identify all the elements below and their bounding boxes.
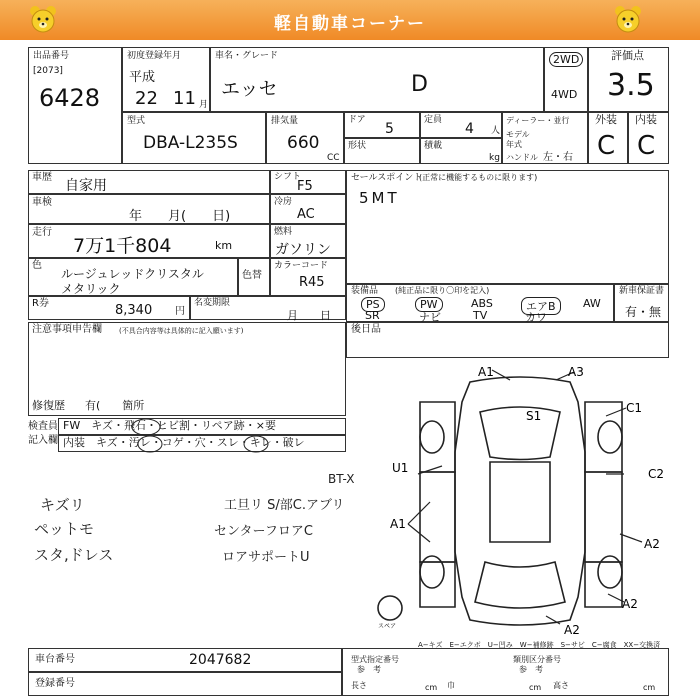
fuel-box bbox=[270, 224, 346, 258]
mark-a1-top: A1 bbox=[478, 365, 494, 379]
inspector-circles bbox=[58, 418, 348, 454]
seats-label: 定員 bbox=[424, 115, 443, 125]
ac-value: AC bbox=[297, 207, 315, 222]
yen-unit: 円 bbox=[175, 306, 185, 317]
width-label: 巾 bbox=[447, 681, 455, 690]
car-name: エッセ bbox=[221, 78, 278, 100]
deadline-box bbox=[190, 296, 346, 320]
exterior-label: 外装 bbox=[595, 113, 617, 126]
km-unit: km bbox=[215, 239, 233, 252]
rear-items-box bbox=[346, 322, 669, 358]
notes-label: 注意事項申告欄 bbox=[32, 324, 102, 335]
color-label: 色 bbox=[32, 260, 42, 271]
history-row bbox=[28, 170, 270, 194]
damage-legend: A−キズ E−エクボ U−凹み W−補修跡 S−サビ C−腐食 XX−交換済 bbox=[418, 641, 661, 649]
category-label: 類別区分番号 bbox=[513, 655, 561, 664]
chassis-value: 2047682 bbox=[189, 652, 252, 668]
registration-label: 登録番号 bbox=[35, 678, 75, 689]
recycle-row bbox=[28, 296, 190, 320]
seats-unit: 人 bbox=[491, 126, 501, 136]
inspection-row bbox=[28, 194, 270, 224]
equip-navi: ナビ bbox=[419, 311, 441, 324]
mark-c2: C2 bbox=[648, 467, 665, 481]
notes-sub: (不具合内容等は具体的に記入願います) bbox=[119, 327, 244, 335]
registration-row bbox=[28, 672, 342, 696]
interior-box bbox=[628, 112, 669, 164]
shift-box bbox=[270, 170, 346, 194]
model-value: DBA-L235S bbox=[143, 133, 238, 153]
displacement-label: 排気量 bbox=[271, 116, 299, 126]
chassis-row bbox=[28, 648, 342, 672]
shift-label: シフト bbox=[274, 172, 302, 182]
recolor-box bbox=[238, 258, 270, 296]
reg-month: 11 bbox=[173, 88, 196, 109]
score-label: 評価点 bbox=[611, 49, 644, 62]
inspector-label: 検査員 bbox=[28, 421, 58, 432]
month-unit: 月 bbox=[199, 100, 209, 110]
warranty-box bbox=[614, 284, 669, 322]
equip-abs: ABS bbox=[471, 297, 493, 310]
exterior-box bbox=[588, 112, 628, 164]
handwritten-note-6: ロアサポートU bbox=[222, 550, 310, 565]
doors-box bbox=[344, 112, 420, 138]
equip-sr: SR bbox=[365, 309, 380, 322]
dealer-label: ディーラー・並行 bbox=[506, 116, 570, 125]
fuel-value: ガソリン bbox=[275, 242, 331, 258]
mark-a2-rear: A2 bbox=[564, 623, 580, 637]
equip-airbag: エアB bbox=[521, 297, 561, 315]
notes-box bbox=[28, 322, 346, 416]
inspector-entry-label: 記入欄 bbox=[28, 435, 58, 446]
kg-unit: kg bbox=[489, 153, 500, 163]
color-value-1: ルージュレッドクリスタル bbox=[61, 267, 204, 281]
banner-title: 軽自動車コーナー bbox=[274, 14, 426, 34]
color-code-label: カラーコード bbox=[274, 261, 329, 271]
mark-a1-left: A1 bbox=[390, 517, 406, 531]
handle-label: ハンドル bbox=[506, 153, 538, 162]
grade: D bbox=[411, 72, 428, 97]
height-label: 高さ bbox=[553, 681, 569, 690]
doors-value: 5 bbox=[385, 121, 394, 137]
seats-value: 4 bbox=[465, 121, 474, 137]
ref-label-2: 参 考 bbox=[519, 665, 543, 674]
handwritten-note-2: ペットモ bbox=[34, 520, 95, 538]
drive-2wd: 2WD bbox=[549, 52, 583, 67]
sales-point-box bbox=[346, 170, 669, 284]
lot-number: 6428 bbox=[39, 84, 101, 112]
mileage-value: 7万1千804 bbox=[73, 235, 172, 257]
car-diagram bbox=[360, 362, 680, 642]
drive-4wd: 4WD bbox=[551, 88, 578, 101]
lot-label: 出品番号 bbox=[33, 51, 70, 61]
dealer-box bbox=[502, 112, 588, 164]
equip-tv: TV bbox=[473, 309, 488, 322]
ac-label: 冷房 bbox=[274, 197, 293, 207]
equipment-label: 装備品 bbox=[351, 286, 379, 296]
exterior-grade: C bbox=[597, 131, 616, 161]
history-label: 車歴 bbox=[32, 172, 52, 183]
mark-a2-right: A2 bbox=[644, 537, 660, 551]
equipment-note: (純正品に限り〇印を記入) bbox=[395, 286, 490, 295]
score-box bbox=[588, 47, 669, 112]
mark-c1: C1 bbox=[626, 401, 643, 415]
inspection-label: 車検 bbox=[32, 197, 52, 208]
recycle-value: 8,340 bbox=[115, 303, 153, 318]
sales-point-note: (正常に機能するものに限ります) bbox=[419, 173, 538, 182]
reg-year: 22 bbox=[135, 88, 158, 109]
mark-u1: U1 bbox=[392, 461, 409, 475]
model-label: 型式 bbox=[127, 116, 146, 126]
rear-items-label: 後日品 bbox=[351, 324, 381, 335]
first-registration-box bbox=[122, 47, 210, 112]
deadline-label: 名変期限 bbox=[194, 298, 231, 308]
model-box bbox=[122, 112, 266, 164]
handwritten-note-3: スタ,ドレス bbox=[34, 546, 114, 564]
mark-s1: S1 bbox=[526, 409, 542, 423]
equip-aw: AW bbox=[583, 297, 601, 310]
shift-value: F5 bbox=[297, 179, 313, 194]
model-code-label: 型式指定番号 bbox=[351, 655, 399, 664]
equip-pw: PW bbox=[415, 297, 443, 312]
car-name-box bbox=[210, 47, 544, 112]
length-label: 長さ bbox=[351, 681, 367, 690]
color-value-2: メタリック bbox=[61, 282, 121, 296]
era: 平成 bbox=[129, 70, 156, 85]
bear-mascot-icon bbox=[612, 4, 644, 36]
doors-label: ドア bbox=[348, 115, 366, 125]
color-code-value: R45 bbox=[299, 275, 325, 290]
color-row bbox=[28, 258, 238, 296]
history-value: 自家用 bbox=[65, 178, 107, 194]
warranty-label: 新車保証書 bbox=[619, 286, 665, 296]
interior-grade: C bbox=[637, 131, 656, 161]
model-year-label: モデル年式 bbox=[506, 130, 530, 149]
reference-box bbox=[342, 648, 669, 696]
ref-label-1: 参 考 bbox=[357, 665, 381, 674]
shape-label: 形状 bbox=[348, 141, 367, 151]
handwritten-corner: BT-X bbox=[328, 472, 355, 486]
first-reg-label: 初度登録年月 bbox=[127, 51, 182, 61]
cm-unit-2: cm bbox=[529, 683, 542, 692]
inspector-row-1-text: FW キズ・飛石・ヒビ割・リペア跡・×要 bbox=[63, 419, 276, 432]
car-name-label: 車名・グレード bbox=[215, 51, 279, 61]
mileage-row bbox=[28, 224, 270, 258]
mark-a3: A3 bbox=[568, 365, 584, 379]
recycle-label: R券 bbox=[32, 298, 49, 309]
shape-box bbox=[344, 138, 420, 164]
seats-box bbox=[420, 112, 502, 138]
inspector-row-2-text: 内装 キズ・汚レ・コゲ・穴・スレ・キレ・破レ bbox=[63, 436, 305, 449]
lot-box bbox=[28, 47, 122, 164]
color-code-box bbox=[270, 258, 346, 296]
deadline-value: 月 日 bbox=[287, 309, 331, 322]
score-value: 3.5 bbox=[607, 68, 655, 103]
equip-ps: PS bbox=[361, 297, 385, 312]
repair-label: 修復歴 bbox=[32, 399, 65, 412]
handwritten-note-4: 工旦リ S/部C.アブリ bbox=[224, 498, 345, 513]
load-label: 積載 bbox=[424, 141, 443, 151]
inspection-value: 年 月( 日) bbox=[129, 209, 231, 224]
interior-label: 内装 bbox=[635, 113, 657, 126]
inspector-label-box bbox=[28, 420, 56, 452]
equip-leather: カワ bbox=[525, 311, 547, 324]
load-box bbox=[420, 138, 502, 164]
cm-unit-1: cm bbox=[425, 683, 438, 692]
handwritten-note-5: センターフロアC bbox=[214, 524, 313, 539]
ac-box bbox=[270, 194, 346, 224]
handwritten-note-1: キズリ bbox=[40, 496, 85, 514]
mark-a2-bottom: A2 bbox=[622, 597, 638, 611]
repair-value: 有( 箇所 bbox=[85, 399, 145, 412]
warranty-value: 有・無 bbox=[625, 305, 662, 319]
header-banner bbox=[0, 0, 700, 40]
sales-point-value: 5MT bbox=[359, 189, 400, 207]
spare-label: スペア bbox=[378, 623, 397, 630]
handle-value: 左・右 bbox=[543, 152, 573, 163]
cc-unit: CC bbox=[327, 153, 340, 163]
chassis-label: 車台番号 bbox=[35, 654, 75, 665]
sales-point-label: セールスポイント bbox=[351, 173, 423, 183]
equipment-box bbox=[346, 284, 614, 322]
displacement-value: 660 bbox=[287, 133, 320, 153]
recolor-label: 色替 bbox=[242, 270, 262, 281]
drive-box bbox=[544, 47, 588, 112]
cm-unit-3: cm bbox=[643, 683, 656, 692]
mileage-label: 走行 bbox=[32, 227, 52, 238]
displacement-box bbox=[266, 112, 344, 164]
fuel-label: 燃料 bbox=[274, 227, 293, 237]
lot-code: [2073] bbox=[33, 66, 63, 76]
